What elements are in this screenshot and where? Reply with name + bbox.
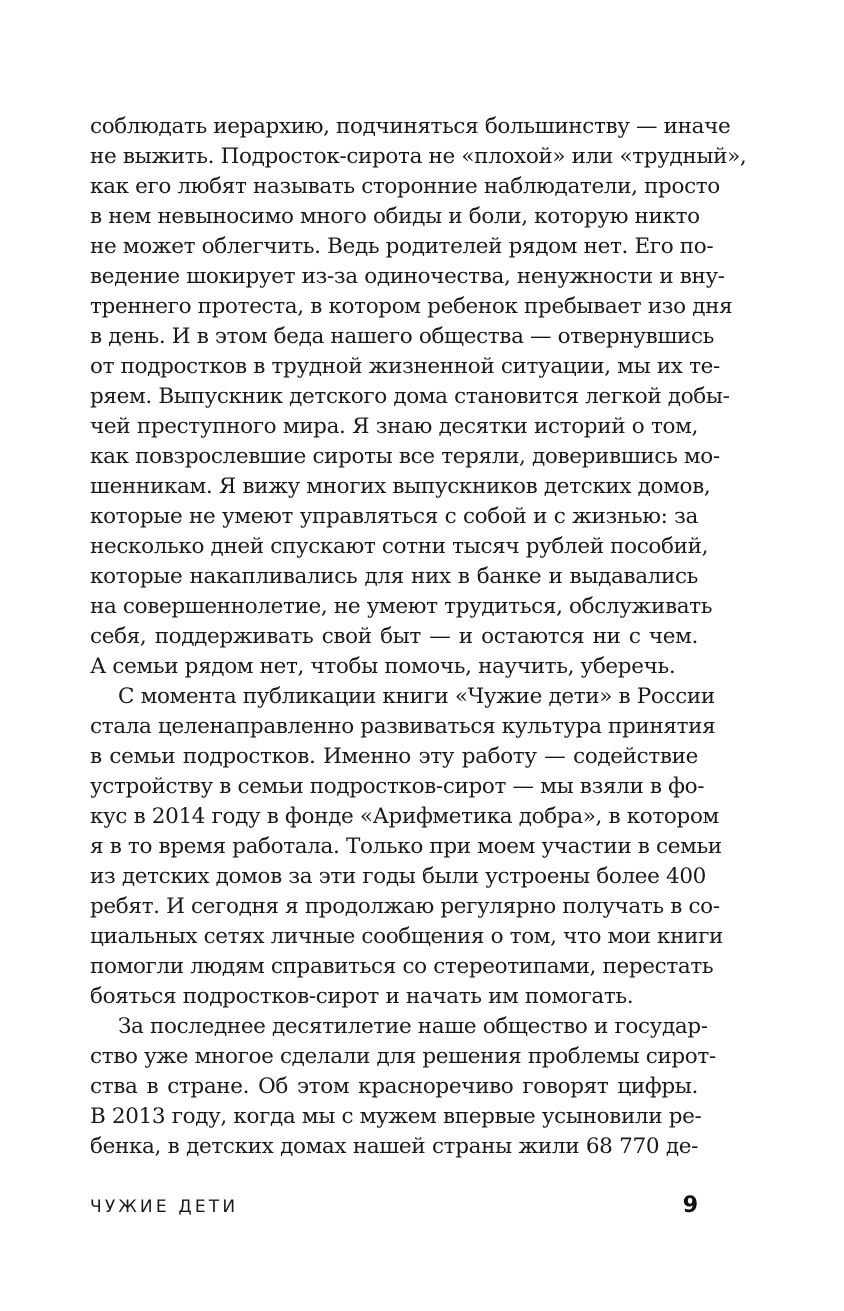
text-line: треннего протеста, в котором ребенок пребывает изо дня	[90, 294, 733, 319]
text-line: кус в 2014 году в фонде «Арифметика добра», в котором	[90, 804, 719, 829]
text-line: А семьи рядом нет, чтобы помочь, научить, уберечь.	[90, 654, 676, 679]
paragraph-3	[90, 1012, 716, 1162]
text-line: ство уже многое сделали для решения проблемы сирот-	[90, 1044, 716, 1069]
text-line: соблюдать иерархию, подчиняться большинству — иначе	[90, 114, 731, 139]
text-line: стала целенаправленно развиваться культура принятия	[90, 714, 716, 739]
text-line: помогли людям справиться со стереотипами, перестать	[90, 954, 714, 979]
body-text	[90, 112, 747, 1162]
text-line: как его любят называть сторонние наблюдатели, просто	[90, 174, 720, 199]
text-line: ведение шокирует из-за одиночества, ненужности и вну-	[90, 264, 725, 289]
text-line: устройству в семьи подростков-сирот — мы взяли в фо-	[90, 774, 705, 799]
text-line: которые не умеют управляться с собой и с жизнью: за	[90, 504, 698, 529]
text-line: бояться подростков-сирот и начать им помогать.	[90, 984, 634, 1009]
text-line: я в то время работала. Только при моем участии в семьи	[90, 834, 722, 859]
text-line: в нем невыносимо много обиды и боли, которую никто	[90, 204, 700, 229]
page-number: 9	[682, 1193, 698, 1218]
text-line: ряем. Выпускник детского дома становится легкой добы-	[90, 384, 730, 409]
text-line: не может облегчить. Ведь родителей рядом нет. Его по-	[90, 234, 714, 259]
text-line: циальных сетях личные сообщения о том, что мои книги	[90, 924, 723, 949]
text-line: За последнее десятилетие наше общество и государ-	[118, 1014, 708, 1039]
text-line: чей преступного мира. Я знаю десятки историй о том,	[90, 414, 698, 439]
text-line: не выжить. Подросток-сирота не «плохой» или «трудный»,	[90, 144, 747, 169]
text-line: как повзрослевшие сироты все теряли, доверившись мо-	[90, 444, 720, 469]
text-line: от подростков в трудной жизненной ситуации, мы их те-	[90, 354, 720, 379]
text-line: С момента публикации книги «Чужие дети» в России	[118, 684, 715, 709]
paragraph-2	[90, 682, 723, 1012]
text-line: на совершеннолетие, не умеют трудиться, обслуживать	[90, 594, 713, 619]
paragraph-1	[90, 112, 747, 682]
running-footer-title: ЧУЖИЕ ДЕТИ	[90, 1197, 239, 1217]
text-line: себя, поддерживать свой быт — и остаются ни с чем.	[90, 624, 698, 649]
text-line: шенникам. Я вижу многих выпускников детских домов,	[90, 474, 711, 499]
text-line: ребят. И сегодня я продолжаю регулярно получать в со-	[90, 894, 720, 919]
text-line: несколько дней спускают сотни тысяч рублей пособий,	[90, 534, 709, 559]
text-line: в день. И в этом беда нашего общества — отвернувшись	[90, 324, 715, 349]
text-line: из детских домов за эти годы были устроены более 400	[90, 864, 707, 889]
text-line: В 2013 году, когда мы с мужем впервые усыновили ре-	[90, 1104, 702, 1129]
text-line: бенка, в детских домах нашей страны жили 68 770 де-	[90, 1134, 698, 1159]
text-line: которые накапливались для них в банке и выдавались	[90, 564, 698, 589]
text-line: ства в стране. Об этом красноречиво говорят цифры.	[90, 1074, 698, 1099]
text-line: в семьи подростков. Именно эту работу — содействие	[90, 744, 698, 769]
